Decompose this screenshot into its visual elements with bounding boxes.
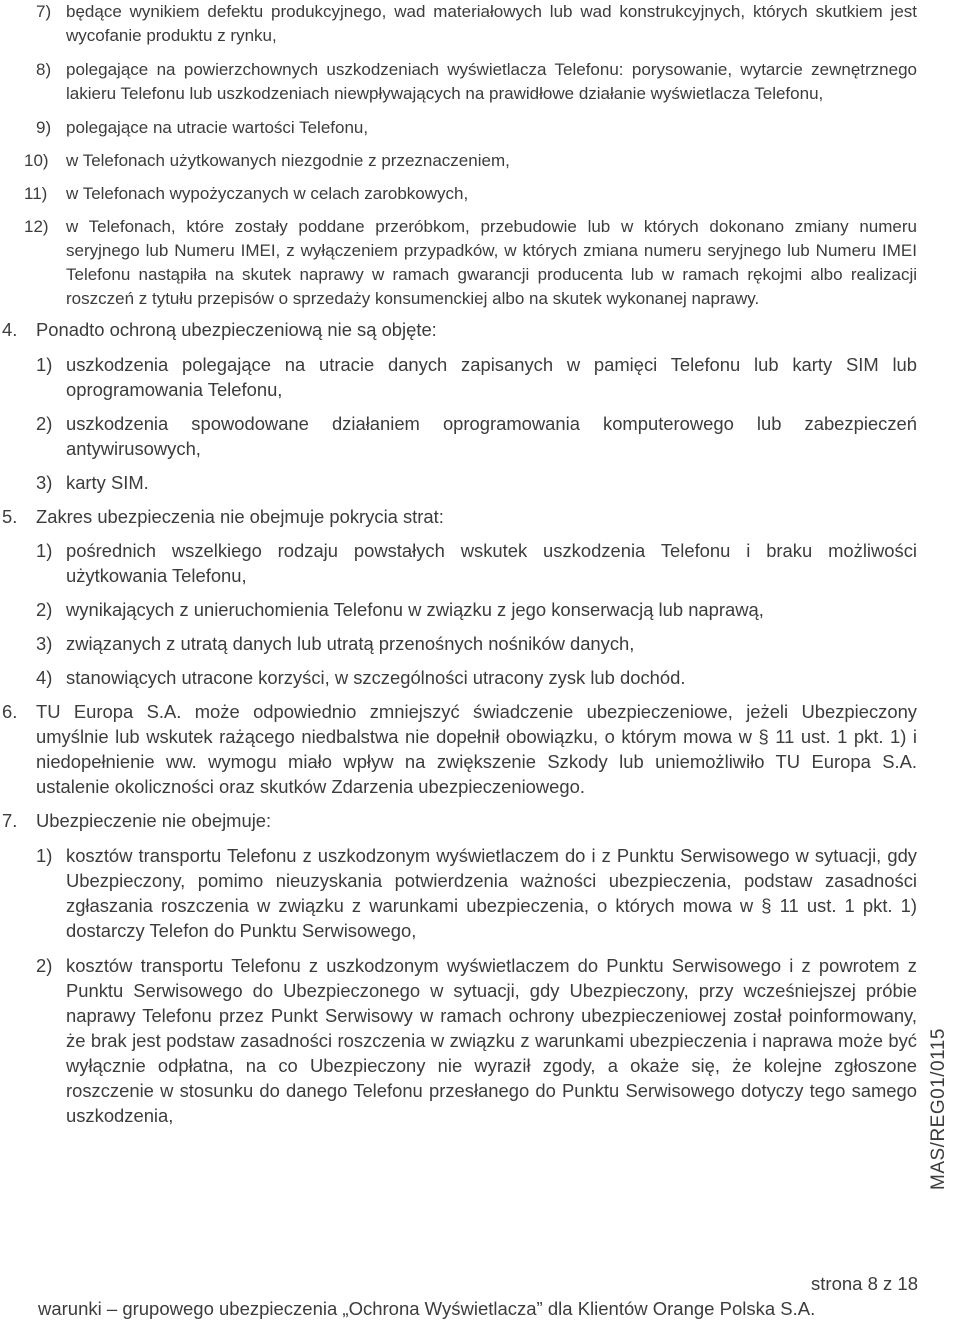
item-number: 3) bbox=[36, 633, 53, 654]
document-code: MAS/REG01/0115 bbox=[928, 1028, 949, 1190]
section-text: TU Europa S.A. może odpowiednio zmniejszyć świadczenie ubezpieczeniowe, jeżeli Ubezpieczony umyślnie lub wskutek rażącego niedbalstwa nie dopełnił obowiązku, o którym mowa w § 11 ust. 1 pkt. 1) i niedopełnienie ww. wymogu miało wpływ na zwiększenie Szkody lub uniemożliwiło TU Europa S.A. ustalenie okoliczności oraz skutków Zdarzenia ubezpieczeniowego. bbox=[36, 701, 917, 797]
item-text: polegające na utracie wartości Telefonu, bbox=[66, 118, 369, 137]
section-number: 7. bbox=[2, 810, 18, 831]
list-item-9 bbox=[0, 116, 917, 140]
item-text: kosztów transportu Telefonu z uszkodzonym wyświetlaczem do Punktu Serwisowego i z powrotem z Punktu Serwisowego do Ubezpieczonego w sytuacji, gdy Ubezpieczony, przy wcześniejszej próbie naprawy Telefonu przez Punkt Serwisowy w ramach ochrony ubezpieczeniowej został poinformowany, że brak jest podstaw zasadności roszczenia w związku z warunkami ubezpieczenia i naprawa może być wyłącznie odpłatna, na co Ubezpieczony nie wyraził zgody, a okaże się, że kolejne zgłoszone roszczenie w stosunku do danego Telefonu przesłanego do Punktu Serwisowego dotyczy tego samego uszkodzenia, bbox=[66, 955, 917, 1126]
item-text: stanowiących utracone korzyści, w szczególności utracony zysk lub dochód. bbox=[66, 667, 686, 688]
section-4-heading bbox=[0, 317, 917, 342]
item-text: uszkodzenia spowodowane działaniem oprogramowania komputerowego lub zabezpieczeń antywirusowych, bbox=[66, 413, 917, 459]
item-text: polegające na powierzchownych uszkodzeniach wyświetlacza Telefonu: porysowanie, wytarcie zewnętrznego lakieru Telefonu lub uszkodzeniach niewpływających na prawidłowe działanie wyświetlacza Telefonu, bbox=[66, 60, 917, 103]
item-text: wynikających z unieruchomienia Telefonu w związku z jego konserwacją lub naprawą, bbox=[66, 599, 764, 620]
item-number: 8) bbox=[36, 60, 52, 79]
section-6-paragraph bbox=[0, 699, 917, 799]
item-number: 2) bbox=[36, 413, 53, 434]
item-text: uszkodzenia polegające na utracie danych zapisanych w pamięci Telefonu lub karty SIM lub oprogramowania Telefonu, bbox=[66, 354, 917, 400]
item-number: 3) bbox=[36, 472, 53, 493]
section-number: 6. bbox=[2, 701, 18, 722]
item-text: pośrednich wszelkiego rodzaju powstałych wskutek uszkodzenia Telefonu i braku możliwości użytkowania Telefonu, bbox=[66, 540, 917, 586]
section-7-item-1 bbox=[0, 843, 917, 943]
item-number: 9) bbox=[36, 118, 52, 137]
footer-title: warunki – grupowego ubezpieczenia „Ochrona Wyświetlacza” dla Klientów Orange Polska S.A. bbox=[38, 1298, 816, 1319]
item-number: 12) bbox=[24, 217, 49, 236]
section-7-item-2 bbox=[0, 953, 917, 1128]
section-5-heading bbox=[0, 504, 917, 529]
item-number: 10) bbox=[24, 151, 49, 170]
list-item-10 bbox=[0, 149, 917, 173]
page-number: strona 8 z 18 bbox=[811, 1273, 918, 1294]
item-text: w Telefonach użytkowanych niezgodnie z przeznaczeniem, bbox=[66, 151, 510, 170]
item-text: kosztów transportu Telefonu z uszkodzonym wyświetlaczem do i z Punktu Serwisowego w sytuacji, gdy Ubezpieczony, pomimo nieuzyskania potwierdzenia ważności ubezpieczenia, podstaw zasadności zgłaszania roszczenia w związku z warunkami ubezpieczenia, o których mowa w § 11 ust. 1 pkt. 1) dostarczy Telefon do Punktu Serwisowego, bbox=[66, 845, 917, 941]
item-number: 11) bbox=[24, 184, 48, 203]
item-number: 1) bbox=[36, 354, 53, 375]
section-text: Ubezpieczenie nie obejmuje: bbox=[36, 810, 272, 831]
section-5-item-2 bbox=[0, 597, 917, 622]
item-number: 7) bbox=[36, 2, 52, 21]
section-5-item-4 bbox=[0, 665, 917, 690]
section-text: Zakres ubezpieczenia nie obejmuje pokrycia strat: bbox=[36, 506, 444, 527]
list-item-8 bbox=[0, 58, 917, 106]
item-number: 2) bbox=[36, 955, 53, 976]
section-text: Ponadto ochroną ubezpieczeniową nie są objęte: bbox=[36, 319, 437, 340]
item-text: będące wynikiem defektu produkcyjnego, wad materiałowych lub wad konstrukcyjnych, których skutkiem jest wycofanie produktu z rynku, bbox=[66, 2, 917, 45]
list-item-7 bbox=[0, 0, 917, 48]
section-4-item-2 bbox=[0, 411, 917, 461]
list-item-11 bbox=[0, 182, 917, 206]
section-4-item-3 bbox=[0, 470, 917, 495]
item-text: karty SIM. bbox=[66, 472, 149, 493]
section-5-item-1 bbox=[0, 538, 917, 588]
section-7-heading bbox=[0, 808, 917, 833]
item-number: 1) bbox=[36, 845, 53, 866]
item-text: związanych z utratą danych lub utratą przenośnych nośników danych, bbox=[66, 633, 635, 654]
section-number: 4. bbox=[2, 319, 18, 340]
section-number: 5. bbox=[2, 506, 18, 527]
item-text: w Telefonach, które zostały poddane przeróbkom, przebudowie lub w których dokonano zmiany numeru seryjnego lub Numeru IMEI, z wyłączeniem przypadków, w których zmiana numeru seryjnego lub Numeru IMEI Telefonu nastąpiła na skutek naprawy w ramach gwarancji producenta lub w ramach rękojmi albo realizacji roszczeń z tytułu przepisów o sprzedaży konsumenckiej albo na skutek wykonanej naprawy. bbox=[66, 217, 917, 308]
section-4-item-1 bbox=[0, 352, 917, 402]
section-5-item-3 bbox=[0, 631, 917, 656]
item-number: 2) bbox=[36, 599, 53, 620]
item-number: 4) bbox=[36, 667, 53, 688]
item-text: w Telefonach wypożyczanych w celach zarobkowych, bbox=[66, 184, 469, 203]
item-number: 1) bbox=[36, 540, 53, 561]
list-item-12 bbox=[0, 215, 917, 311]
